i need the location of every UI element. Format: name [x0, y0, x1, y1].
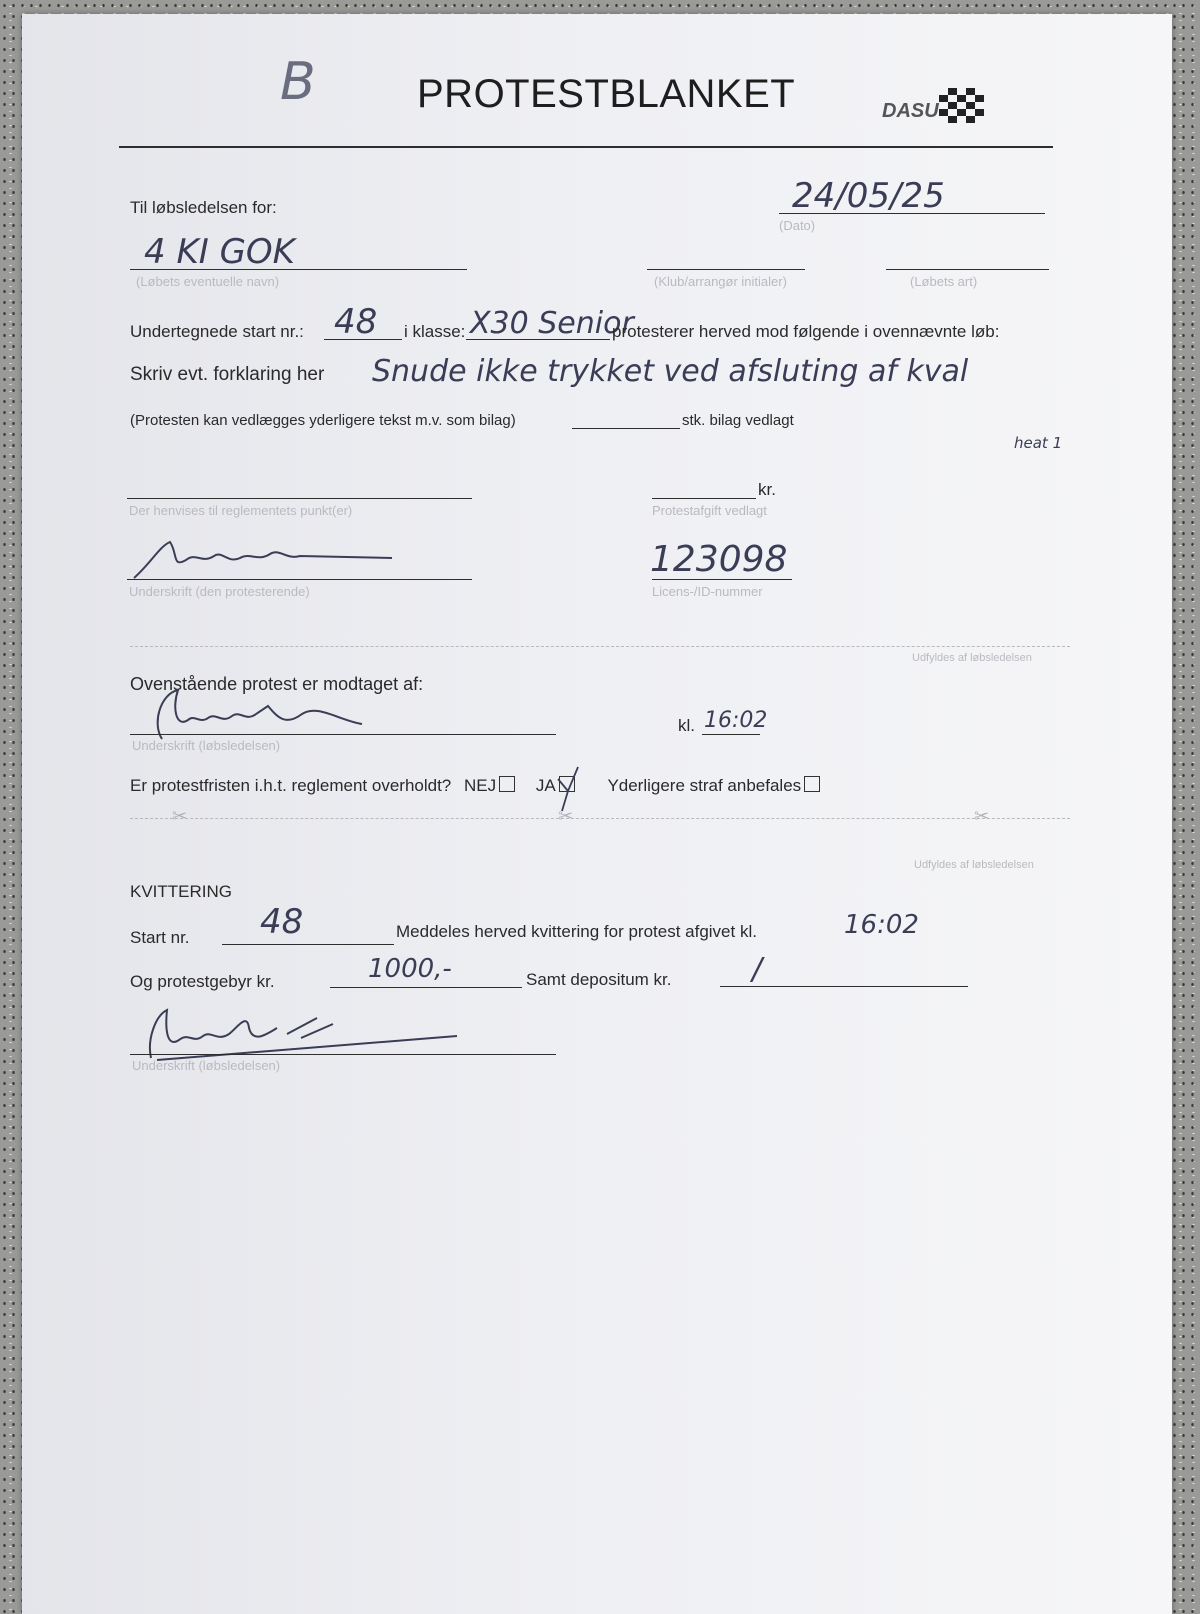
protestafgift-hint: Protestafgift vedlagt — [652, 503, 767, 518]
start-nr-kv-value: 48 — [260, 902, 304, 942]
kvittering-signature — [137, 1004, 467, 1064]
bilag-line — [572, 428, 680, 429]
dato-line — [779, 213, 1045, 214]
licens-line — [652, 579, 792, 580]
start-nr-label: Undertegnede start nr.: — [130, 322, 304, 341]
header-rule — [119, 146, 1053, 148]
meddeles-text: Meddeles herved kvittering for protest afgivet kl. — [396, 922, 757, 941]
bilag-suffix: stk. bilag vedlagt — [682, 412, 794, 429]
underskrift-lob-hint: Underskrift (løbsledelsen) — [132, 738, 281, 753]
modtaget-label: Ovenstående protest er modtaget af: — [130, 674, 424, 694]
kr-label: kr. — [758, 480, 776, 499]
klub-hint: (Klub/arrangør initialer) — [654, 274, 787, 289]
reglement-line — [127, 498, 472, 499]
dasu-logo — [880, 84, 992, 134]
forklaring-label: Skriv evt. forklaring her — [130, 364, 325, 385]
start-nr-kv-line — [222, 944, 394, 945]
underskrift-lob-line — [130, 734, 556, 735]
handwritten-initial: B — [280, 52, 316, 112]
udfyldes-hint-2: Udfyldes af løbsledelsen — [914, 859, 1034, 871]
protestafgift-line — [652, 498, 756, 499]
bilag-text: (Protesten kan vedlægges yderligere tekst m.v. som bilag) — [130, 412, 516, 429]
protestgebyr-value: 1000,- — [368, 954, 452, 984]
lobets-navn-hint: (Løbets eventuelle navn) — [136, 274, 280, 289]
klasse-line — [466, 339, 610, 340]
fristen-label: Er protestfristen i.h.t. reglement overholdt? — [130, 776, 452, 795]
protesterer-text: protesterer herved mod følgende i ovennævnte løb: — [612, 322, 1000, 341]
kl-modtaget-line — [702, 734, 760, 735]
depositum-label: Samt depositum kr. — [526, 970, 672, 989]
dato-hint: (Dato) — [779, 218, 816, 233]
forklaring-value-1: Snude ikke trykket ved afsluting af kval — [372, 354, 969, 389]
udfyldes-hint-1: Udfyldes af løbsledelsen — [912, 652, 1032, 664]
dato-value: 24/05/25 — [792, 176, 945, 216]
gebyr-line — [330, 987, 522, 988]
lobets-navn-line — [130, 269, 467, 270]
nej-checkbox[interactable] — [499, 776, 515, 792]
logo-text: DASU — [882, 100, 939, 122]
form-title: PROTESTBLANKET — [417, 72, 796, 116]
kl-modtaget-value: 16:02 — [704, 708, 768, 733]
underskrift-kv-hint: Underskrift (løbsledelsen) — [132, 1058, 281, 1073]
ja-checkbox[interactable] — [559, 776, 575, 792]
reglement-hint: Der henvises til reglementets punkt(er) — [129, 503, 353, 518]
lobets-art-line — [886, 269, 1049, 270]
underskrift-protest-line — [127, 579, 472, 580]
underskrift-protest-hint: Underskrift (den protesterende) — [129, 584, 310, 599]
lobets-art-hint: (Løbets art) — [910, 274, 978, 289]
cut-line — [130, 818, 1070, 819]
nej-label: NEJ — [464, 776, 497, 795]
klasse-label: i klasse: — [404, 322, 466, 341]
fristen-question — [130, 776, 820, 796]
forklaring-value-2: heat 1 — [1014, 434, 1063, 452]
lobets-navn-value: 4 KI GOK — [144, 232, 295, 272]
section-divider-1 — [130, 646, 1070, 647]
kl-label-1: kl. — [678, 716, 695, 735]
start-nr-kv-label: Start nr. — [130, 928, 190, 947]
protester-signature — [130, 534, 400, 584]
depositum-value: / — [752, 952, 763, 987]
scissors-icon-3: ✂ — [974, 806, 990, 826]
protest-form-sheet — [22, 14, 1172, 1614]
straf-label: Yderligere straf anbefales — [607, 776, 802, 795]
klub-line — [647, 269, 805, 270]
gebyr-label: Og protestgebyr kr. — [130, 972, 275, 991]
receiver-signature — [142, 684, 372, 744]
underskrift-kv-line — [130, 1054, 556, 1055]
scissors-icon-2: ✂ — [558, 806, 574, 826]
straf-checkbox[interactable] — [804, 776, 820, 792]
licens-hint: Licens-/ID-nummer — [652, 584, 763, 599]
start-nr-line — [324, 339, 402, 340]
depositum-line — [720, 986, 968, 987]
scissors-icon: ✂ — [172, 806, 188, 826]
kl-afgivet-value: 16:02 — [844, 910, 919, 940]
ja-label: JA — [535, 776, 556, 795]
klasse-value: X30 Senior — [470, 306, 634, 341]
kvittering-label: KVITTERING — [130, 882, 233, 901]
start-nr-value: 48 — [334, 302, 378, 342]
til-lobsledelsen-label: Til løbsledelsen for: — [130, 198, 277, 217]
licens-value: 123098 — [650, 539, 788, 580]
